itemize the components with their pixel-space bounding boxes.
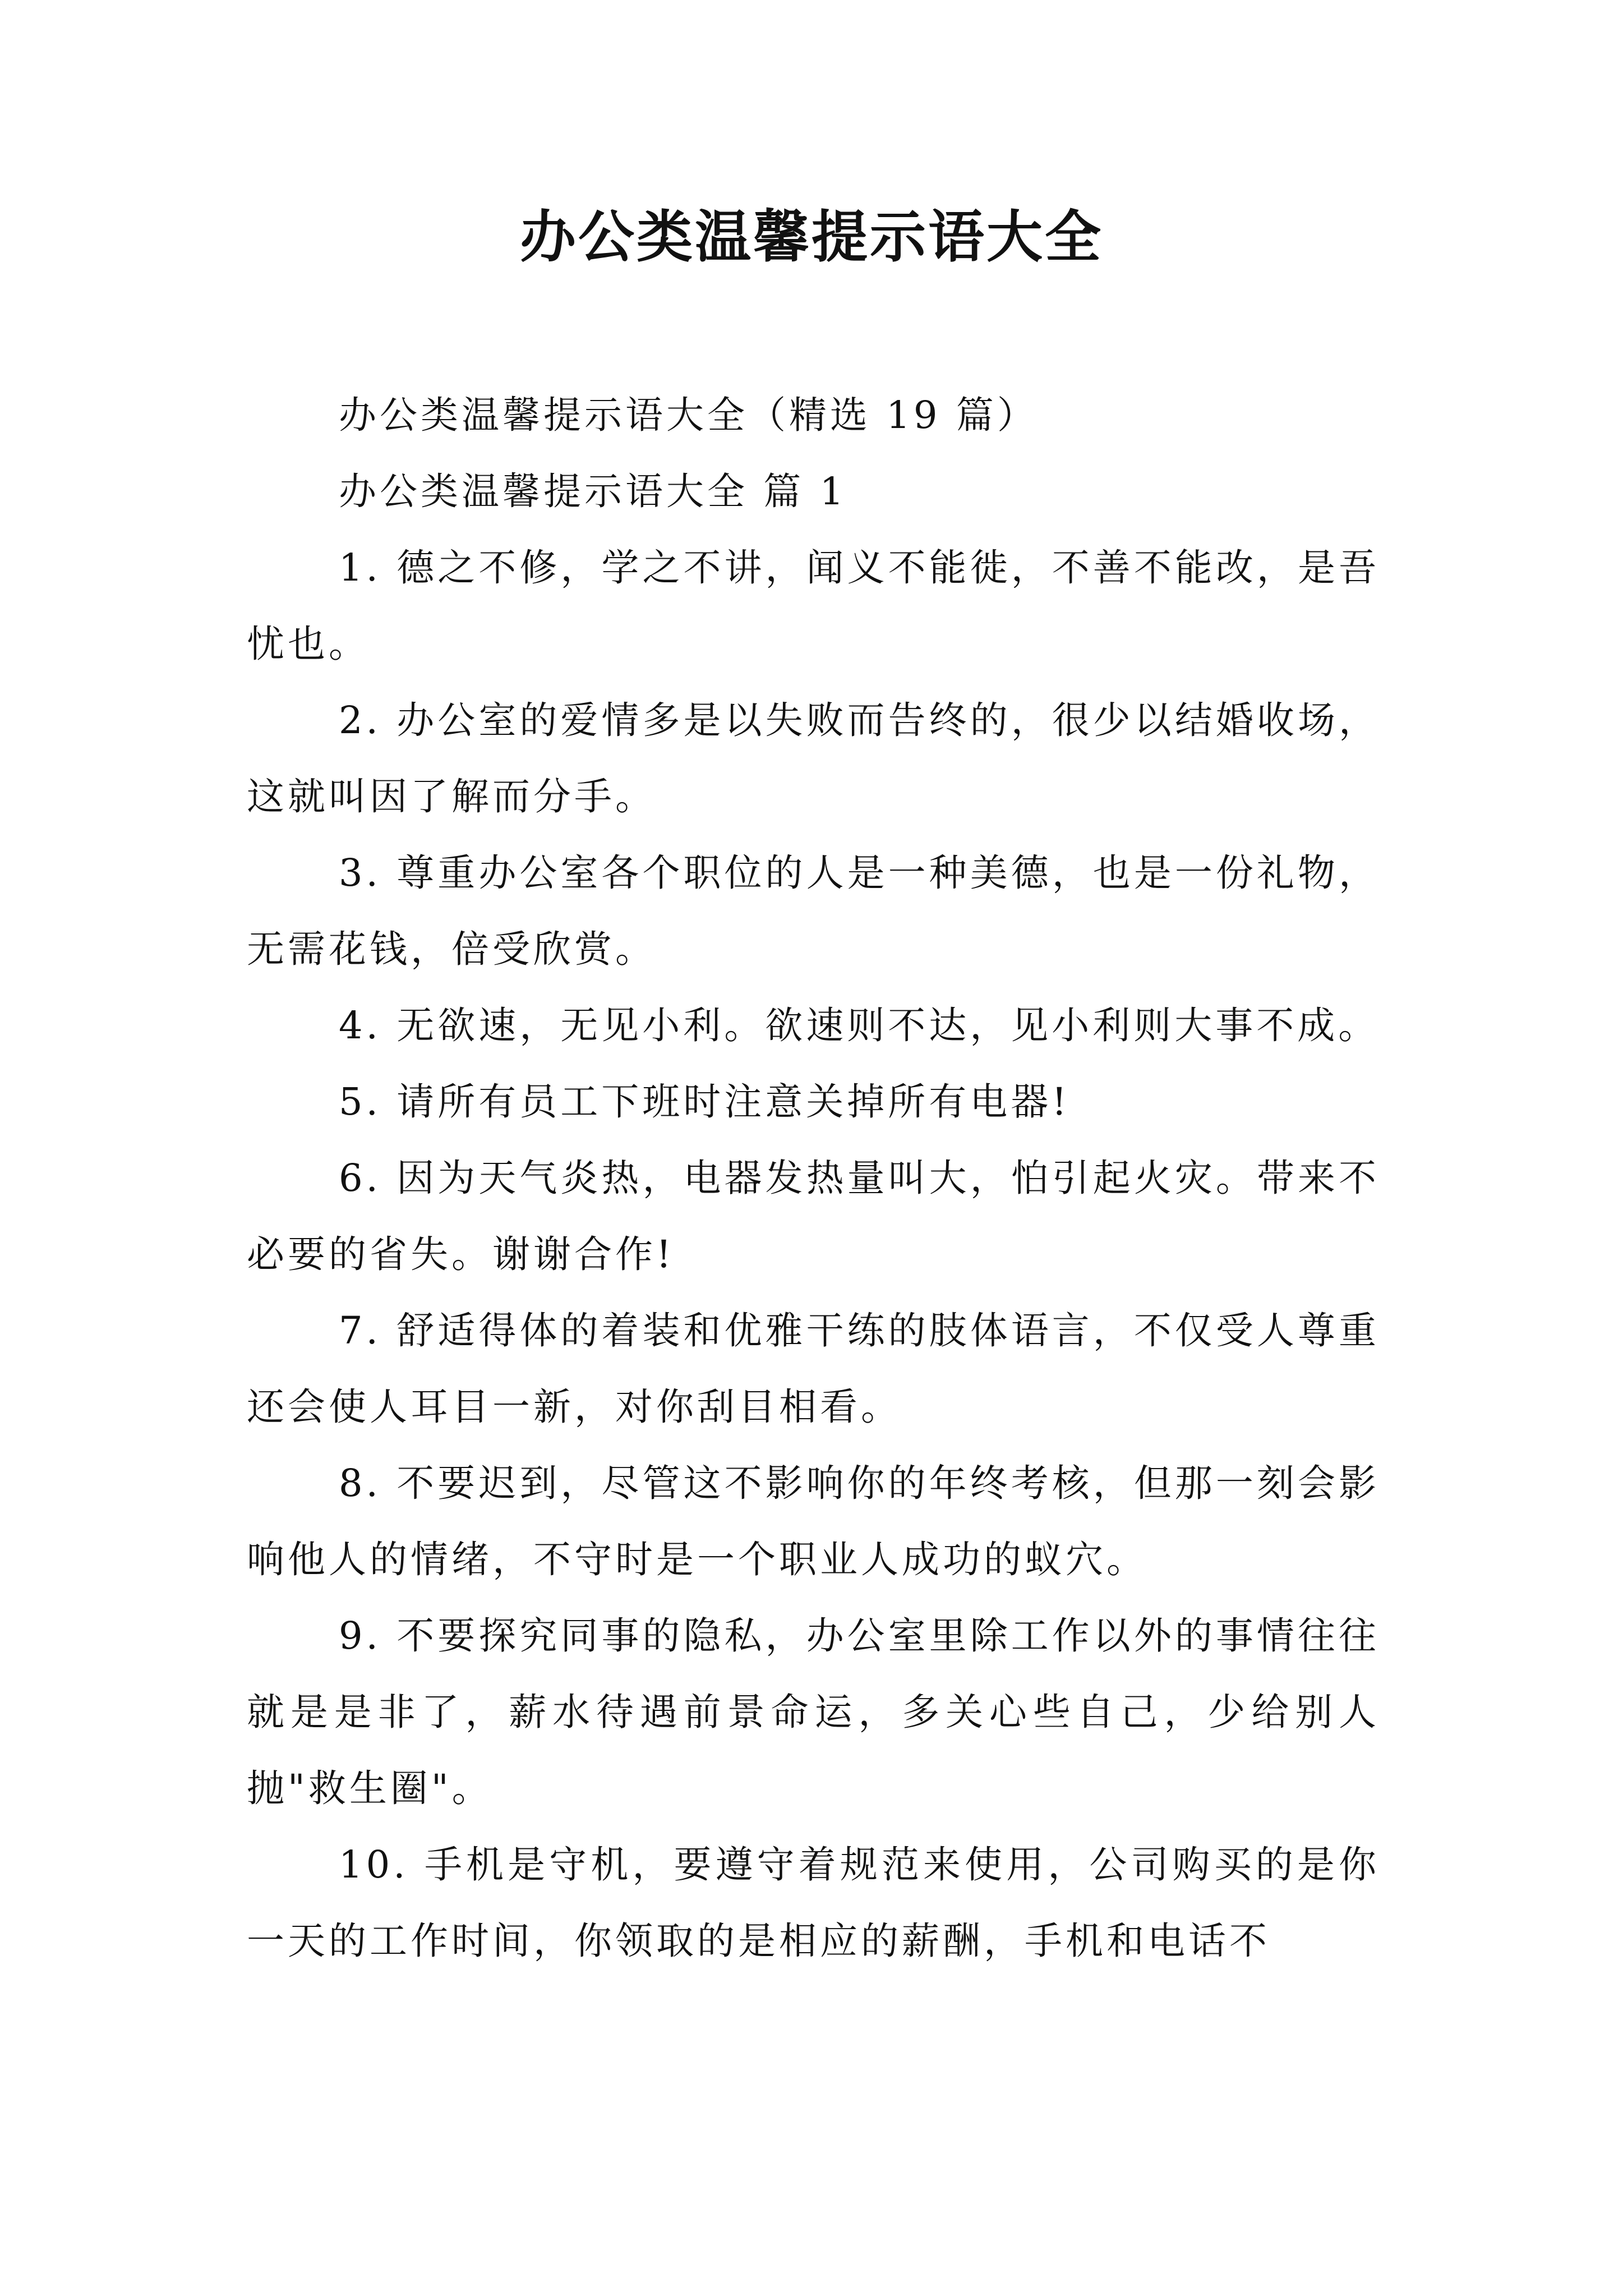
document-subtitle: 办公类温馨提示语大全（精选 19 篇） [339,393,1038,437]
list-item: 1. 德之不修，学之不讲，闻义不能徙，不善不能改，是吾忧也。 [247,546,1380,666]
document-title: 办公类温馨提示语大全 [520,204,1103,270]
list-item: 6. 因为天气炎热，电器发热量叫大，怕引起火灾。带来不必要的省失。谢谢合作! [247,1156,1380,1276]
list-item: 10. 手机是守机，要遵守着规范来使用，公司购买的是你一天的工作时间，你领取的是相应的薪酬，手机和电话不 [247,1843,1380,1963]
list-item: 2. 办公室的爱情多是以失败而告终的，很少以结婚收场，这就叫因了解而分手。 [247,698,1380,818]
list-item: 9. 不要探究同事的隐私，办公室里除工作以外的事情往往就是是非了，薪水待遇前景命运，多关心些自己，少给别人抛"救生圈"。 [247,1614,1380,1810]
list-item: 3. 尊重办公室各个职位的人是一种美德，也是一份礼物，无需花钱，倍受欣赏。 [247,851,1380,971]
section-heading: 办公类温馨提示语大全 篇 1 [339,470,847,513]
list-item: 7. 舒适得体的着装和优雅干练的肢体语言，不仅受人尊重还会使人耳目一新，对你刮目相看。 [247,1309,1380,1429]
list-item: 5. 请所有员工下班时注意关掉所有电器! [339,1080,1071,1124]
document-body [247,377,1380,1979]
list-item: 4. 无欲速，无见小利。欲速则不达，见小利则大事不成。 [339,1004,1380,1047]
list-item: 8. 不要迟到，尽管这不影响你的年终考核，但那一刻会影响他人的情绪，不守时是一个职业人成功的蚁穴。 [247,1461,1380,1581]
